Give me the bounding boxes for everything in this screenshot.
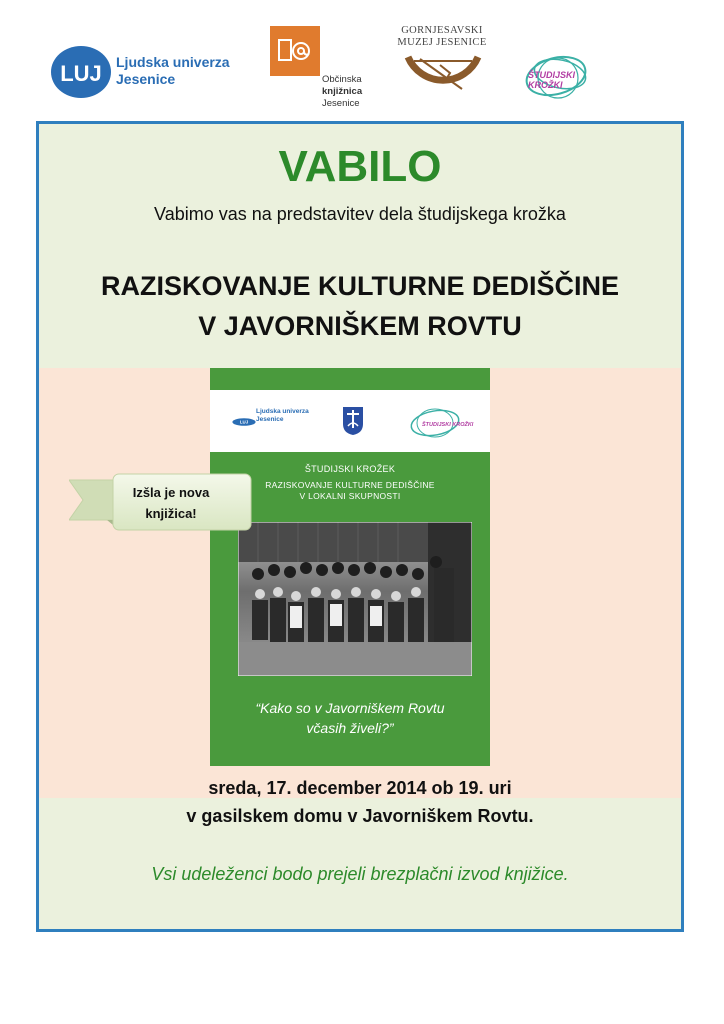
luj-logo-text (116, 54, 230, 88)
krozki-logo-text: ŠTUDIJSKI KROŽKI (528, 70, 576, 90)
book-title-line1: RAZISKOVANJE KULTURNE DEDIŠČINE (265, 480, 435, 490)
luj-logo-line1: Ljudska univerza (116, 54, 230, 70)
ljudska-univerza-logo (50, 44, 260, 100)
book-cover (210, 368, 490, 766)
event-date: sreda, 17. december 2014 ob 19. uri (208, 778, 512, 798)
library-logo-text (322, 74, 362, 110)
book-luj-text (256, 408, 309, 424)
logo-strip (0, 0, 724, 115)
book-luj-line1: Ljudska univerza (256, 408, 309, 415)
museum-line1: GORNJESAVSKI (401, 25, 483, 36)
library-square (270, 26, 320, 76)
obcinska-knjiznica-logo (270, 26, 370, 110)
invitation-title: VABILO (278, 142, 442, 191)
headline-line1: RAZISKOVANJE KULTURNE DEDIŠČINE (100, 271, 620, 301)
book-krozki-text: ŠTUDIJSKI KROŽKI (422, 422, 474, 428)
book-title-line2: V LOKALNI SKUPNOSTI (299, 491, 401, 501)
luj-badge-icon (50, 44, 112, 100)
book-series-label: ŠTUDIJSKI KROŽEK (304, 464, 396, 474)
museum-logo-text (392, 25, 492, 49)
library-line1: Občinska (322, 74, 362, 85)
book-quote-line2: včasih živeli?” (306, 720, 394, 736)
gornjesavski-muzej-logo (392, 25, 492, 105)
book-cover-logo-band (210, 390, 490, 452)
book-luj-badge-text: LUJ (239, 419, 249, 425)
event-place: v gasilskem domu v Javorniškem Rovtu. (186, 806, 534, 826)
event-details (39, 774, 681, 830)
event-headline (39, 266, 681, 346)
ribbon-line1: Izšla je nova (132, 485, 210, 500)
javornik-crest-icon (342, 406, 364, 436)
book-quote (210, 698, 490, 738)
ribbon-text (115, 482, 227, 524)
book-quote-line1: “Kako so v Javorniškem Rovtu (255, 700, 445, 716)
book-luj-line2: Jesenice (256, 416, 284, 423)
library-line2: knjižnica (322, 86, 363, 97)
book-at-icon (270, 26, 320, 76)
invitation-frame (36, 121, 684, 932)
headline-line2: V JAVORNIŠKEM ROVTU (198, 311, 522, 341)
library-line3: Jesenice (322, 98, 360, 109)
invitation-subtitle: Vabimo vas na predstavitev dela študijskega krožka (154, 204, 566, 224)
studijski-krozki-logo (520, 48, 598, 104)
book-luj-icon (232, 412, 256, 432)
ribbon-line2: knjižica! (145, 506, 197, 521)
historical-group-photo (238, 522, 472, 676)
luj-badge-text: LUJ (60, 61, 102, 86)
museum-line2: MUZEJ JESENICE (397, 37, 487, 48)
luj-logo-line2: Jesenice (116, 71, 176, 87)
free-copy-note: Vsi udeleženci bodo prejeli brezplačni izvod knjižice. (151, 864, 569, 884)
museum-emblem-icon (400, 51, 486, 97)
